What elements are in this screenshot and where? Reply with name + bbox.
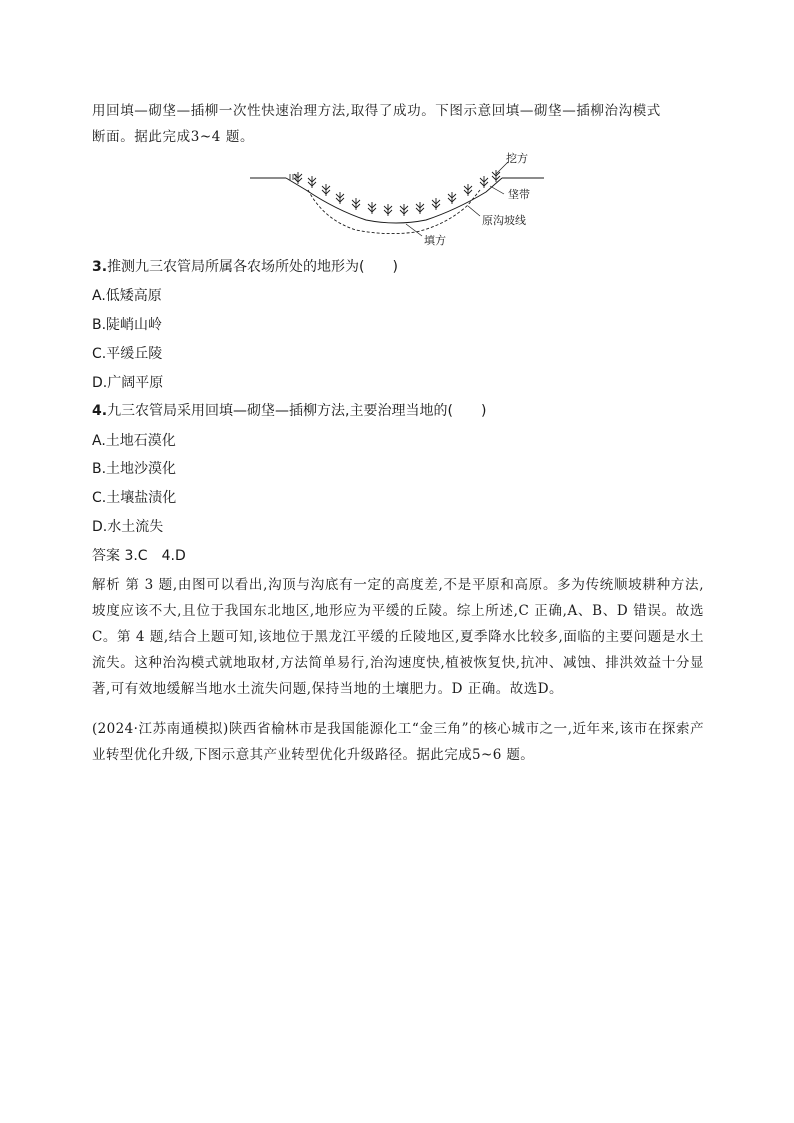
question-4-number: 4. bbox=[92, 403, 108, 419]
gully-cross-section-diagram bbox=[246, 150, 546, 250]
treated-slope-line bbox=[286, 178, 502, 223]
intro-line-2: 断面。据此完成3~4 题。 bbox=[92, 129, 255, 145]
label-original-slope: 原沟坡线 bbox=[482, 214, 526, 227]
question-3-text: 推测九三农管局所属各农场所处的地形为( ) bbox=[107, 259, 398, 275]
answer-line: 答案 3.C 4.D bbox=[92, 548, 186, 564]
intro-line-1: 用回填—砌垡—插柳一次性快速治理方法,取得了成功。下图示意回填—砌垡—插柳治沟模式 bbox=[92, 103, 661, 119]
label-fill: 填方 bbox=[424, 234, 446, 247]
q4-option-c: C.土壤盐渍化 bbox=[92, 490, 177, 506]
label-sod-strip: 垡带 bbox=[508, 188, 530, 201]
q4-option-d: D.水土流失 bbox=[92, 519, 164, 535]
q4-option-a: A.土地石漠化 bbox=[92, 433, 176, 449]
q4-option-b: B.土地沙漠化 bbox=[92, 461, 177, 477]
next-question-intro: (2024·江苏南通模拟)陕西省榆林市是我国能源化工“金三角”的核心城市之一,近年来,该市在探索产业转型优化升级,下图示意其产业转型优化升级路径。据此完成5~6 题。 bbox=[92, 721, 704, 763]
question-3-number: 3. bbox=[92, 259, 108, 275]
q3-option-a: A.低矮高原 bbox=[92, 288, 162, 304]
willow-icons bbox=[294, 170, 500, 216]
question-4-text: 九三农管局采用回填—砌垡—插柳方法,主要治理当地的( ) bbox=[107, 403, 487, 419]
q3-option-b: B.陡峭山岭 bbox=[92, 317, 163, 333]
question-4 bbox=[92, 400, 486, 420]
q3-option-c: C.平缓丘陵 bbox=[92, 346, 163, 362]
intro-paragraph bbox=[92, 98, 704, 150]
original-gully-slope-line bbox=[308, 190, 480, 234]
analysis-paragraph: 解析 第 3 题,由图可以看出,沟顶与沟底有一定的高度差,不是平原和高原。多为传统顺坡耕种方法,坡度应该不大,且位于我国东北地区,地形应为平缓的丘陵。综上所述,C 正确,A、B、D 错误。故选C。第 4 题,结合上题可知,该地位于黑龙江平缓的丘陵地区,夏季降水比较多,面临的主要问题是水土流失。这种治沟模式就地取材,方法简单易行,治沟速度快,植被恢复快,抗冲、减蚀、排洪效益十分显著,可有效地缓解当地水土流失问题,保持当地的土壤肥力。D 正确。故选D。 bbox=[92, 577, 704, 697]
question-3 bbox=[92, 256, 398, 276]
q3-option-d: D.广阔平原 bbox=[92, 375, 164, 391]
label-cut: 挖方 bbox=[506, 152, 528, 165]
